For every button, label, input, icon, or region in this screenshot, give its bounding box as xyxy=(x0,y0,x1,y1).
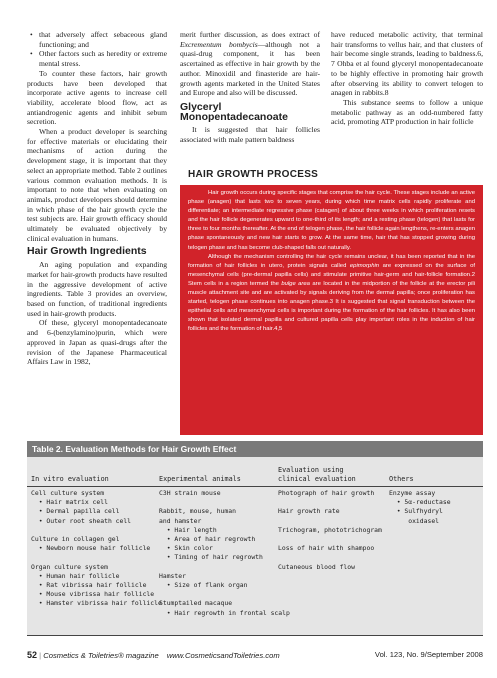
column-1 xyxy=(27,30,167,367)
table-cell-line: • Hamster vibrissa hair follicle xyxy=(31,599,162,608)
page-footer xyxy=(27,650,483,664)
bullet-list xyxy=(27,49,167,68)
table-cell-line: Hair growth rate xyxy=(278,507,340,516)
table-title-bar xyxy=(27,441,483,457)
table-cell-line xyxy=(159,590,290,599)
table-column-clinical xyxy=(278,489,382,572)
column-header-clinical-2: clinical evaluation xyxy=(278,475,356,483)
box-paragraph: Although the mechanism controlling the hair cycle remains unclear, it has been reported that in the formation of hair follicles in utero, protein signals called epimorphin are expressed on the surface of mesenchymal cells (pre-dermal papilla cells) and stimulate primitive hair-germ and hair-follicle formation.2 Stem cells in a region termed the bulge area are located in the midportion of the follicle at the erector pili muscle attachment site and are activated by signals deriving from the dermal papilla; once proliferation has started, telogen phase continues into anagen phase.3 It is suggested that signal transduction between the epithelial cells and mesenchymal cells is important during the formation of the hair follicles. It has also been shown that isolated dermal papilla and cultured papilla cells play important roles in the induction of hair follicles and the formation of hair.4,5 xyxy=(188,253,476,333)
table-cell-line xyxy=(278,535,382,544)
paragraph: merit further discussion, as does extract of Excrementum bombycis—although not a quasi-drug component, it has been ascertained as effective in hair growth by the author. Minoxidil and finasteride are hair-growth agents marketed in the United States and Europe and also will be discussed. xyxy=(180,30,320,98)
table-cell-line: • Size of flank organ xyxy=(159,581,248,590)
table-cell-line: • Dermal papilla cell xyxy=(31,507,120,516)
species-name: Excrementum bombycis xyxy=(180,39,258,49)
list-item: • Other factors such as heredity or extreme mental stress. xyxy=(39,49,167,68)
table-cell-line xyxy=(31,526,162,535)
table-column-others xyxy=(389,489,451,526)
evaluation-methods-table xyxy=(27,441,483,636)
table-cell-line: • Skin color xyxy=(159,544,213,553)
issue-info: Vol. 123, No. 9/September 2008 xyxy=(374,650,483,659)
table-cell-line: • Hair regrowth in frontal scalp xyxy=(159,608,290,617)
table-cell-line: oxidasel xyxy=(389,516,440,525)
paragraph: When a product developer is searching for effective materials or elucidating their mechanisms of action during the development stage, it is important that they select an appropriate method. Table 2 outlines various common evaluation methods. It is important to note that when evaluating on animals, product developers should determine in which phase of the hair growth cycle the test subjects are. Hair growth efficacy should ultimately be evaluated objectively by clinical evaluation in humans. xyxy=(27,127,167,243)
table-cell-line: • Outer root sheath cell xyxy=(31,516,132,525)
table-cell-line: • Human hair follicle xyxy=(31,571,120,580)
table-cell-line: • Area of hair regrowth xyxy=(159,535,256,544)
table-cell-line: • Sulfhydryl xyxy=(389,507,443,516)
table-cell-line: • 5α-reductase xyxy=(389,498,451,507)
table-cell-line: Cell culture system xyxy=(31,489,105,497)
column-header-animals: Experimental animals xyxy=(159,475,241,483)
table-cell-line: • Timing of hair regrowth xyxy=(159,553,263,562)
table-cell-line xyxy=(31,553,162,562)
table-column-animals xyxy=(159,489,290,618)
table-cell-line: • Newborn mouse hair follicle xyxy=(31,544,151,553)
table-cell-line xyxy=(278,498,382,507)
table-cell-line: Loss of hair with shampoo xyxy=(278,544,375,553)
table-cell-line: and hamster xyxy=(159,516,202,525)
table-cell-line: • Hair matrix cell xyxy=(31,498,108,507)
table-cell-line: • Hair length xyxy=(159,525,217,534)
table-cell-line xyxy=(278,553,382,562)
table-cell-line: Stumptailed macaque xyxy=(159,599,233,608)
column-header-clinical-1: Evaluation using xyxy=(278,466,344,474)
box-title-bar xyxy=(180,165,483,185)
table-column-in-vitro xyxy=(31,489,162,609)
section-heading: Glyceryl Monopentadecanoate xyxy=(180,100,288,123)
box-paragraph: Hair growth occurs during specific stages that comprise the hair cycle. These stages include an active phase (anagen) that lasts two to seven years, during which time matrix cells rapidly proliferate and differentiate; an intermediate regressive phase (catagen) of about three weeks in which proliferation resets and the hair follicle degenerates upward to one-third of its length; and a resting phase (telogen) that lasts for three to four months thereafter. At the end of telogen phase, the hair follicle again lengthens, re-enters anagen phase spontaneously and new hair starts to grow. At the same time, hair that has stopped growing during telogen phase and has become club-shaped falls out naturally. xyxy=(188,190,475,251)
table-cell-line: Culture in collagen gel xyxy=(31,535,120,544)
table-cell-line: Enzyme assay xyxy=(389,489,436,497)
paragraph: have reduced metabolic activity, that terminal hair transforms to vellus hair, and that clusters of hair become single strands, leading to baldness.6, 7 Ohba et al found glyceryl monopentadecanoate to be highly effective in promoting hair growth after observing its ability to convert telogen to anagen in rabbits.8 xyxy=(331,30,483,98)
column-2 xyxy=(180,30,320,145)
table-cell-line: Rabbit, mouse, human xyxy=(159,507,236,516)
hair-growth-process-box xyxy=(180,165,483,435)
box-body xyxy=(180,185,483,435)
magazine-name: Cosmetics & Toiletries® magazine xyxy=(43,651,159,660)
table-cell-line: Organ culture system xyxy=(31,562,108,571)
paragraph: To counter these factors, hair growth products have been developed that incorporate active agents to increase cell viability, accelerate blood flow, act as antiandrogenic agents and inhibit sebum secretion. xyxy=(27,68,167,127)
paragraph: This substance seems to follow a unique metabolic pathway as an odd-numbered fatty acid, promoting ATP production in hair follicle xyxy=(331,97,483,127)
table-cell-line: Trichogram, phototrichogram xyxy=(278,525,382,534)
page-number: 52 xyxy=(27,650,38,660)
header-divider xyxy=(27,486,483,487)
footer-url[interactable]: www.CosmeticsandToiletries.com xyxy=(166,651,280,660)
table-cell-line: • Mouse vibrissa hair follicle xyxy=(31,590,155,599)
table-cell-line xyxy=(278,517,382,526)
paragraph: Of these, glyceryl monopentadecanoate and 6-(benzylamino)purin, which were approved in Japan as quasi-drugs after the revision of the Japanese Pharmaceutical Affairs Law in 1982, xyxy=(27,318,167,367)
column-header-in-vitro: In vitro evaluation xyxy=(31,475,109,483)
box-text xyxy=(188,189,475,335)
table-cell-line xyxy=(159,498,290,507)
table-title: Table 2. Evaluation Methods for Hair Growth Effect xyxy=(32,444,237,454)
table-cell-line: Photograph of hair growth xyxy=(278,489,375,497)
section-heading: Hair Growth Ingredients xyxy=(27,245,147,258)
table-cell-line xyxy=(159,563,290,572)
box-title: HAIR GROWTH PROCESS xyxy=(188,169,319,180)
table-cell-line: C3H strain mouse xyxy=(159,489,221,497)
list-continuation: • that adversely affect sebaceous gland functioning; and xyxy=(39,30,167,49)
table-cell-line: • Rat vibrissa hair follicle xyxy=(31,581,147,590)
paragraph: An aging population and expanding market for hair-growth products have resulted in the aggressive development of active ingredients. Table 3 provides an overview, based on function, of traditional ingredients used in hair-growth products. xyxy=(27,260,167,318)
table-cell-line: Cutaneous blood flow xyxy=(278,562,355,571)
column-header-others: Others xyxy=(389,475,414,483)
footer-separator: | xyxy=(39,651,44,660)
table-bottom-rule xyxy=(27,635,483,636)
paragraph: It is suggested that hair follicles associated with male pattern baldness xyxy=(180,125,320,145)
table-cell-line: Hamster xyxy=(159,571,186,580)
factor-list xyxy=(27,30,167,49)
column-3 xyxy=(331,30,483,127)
